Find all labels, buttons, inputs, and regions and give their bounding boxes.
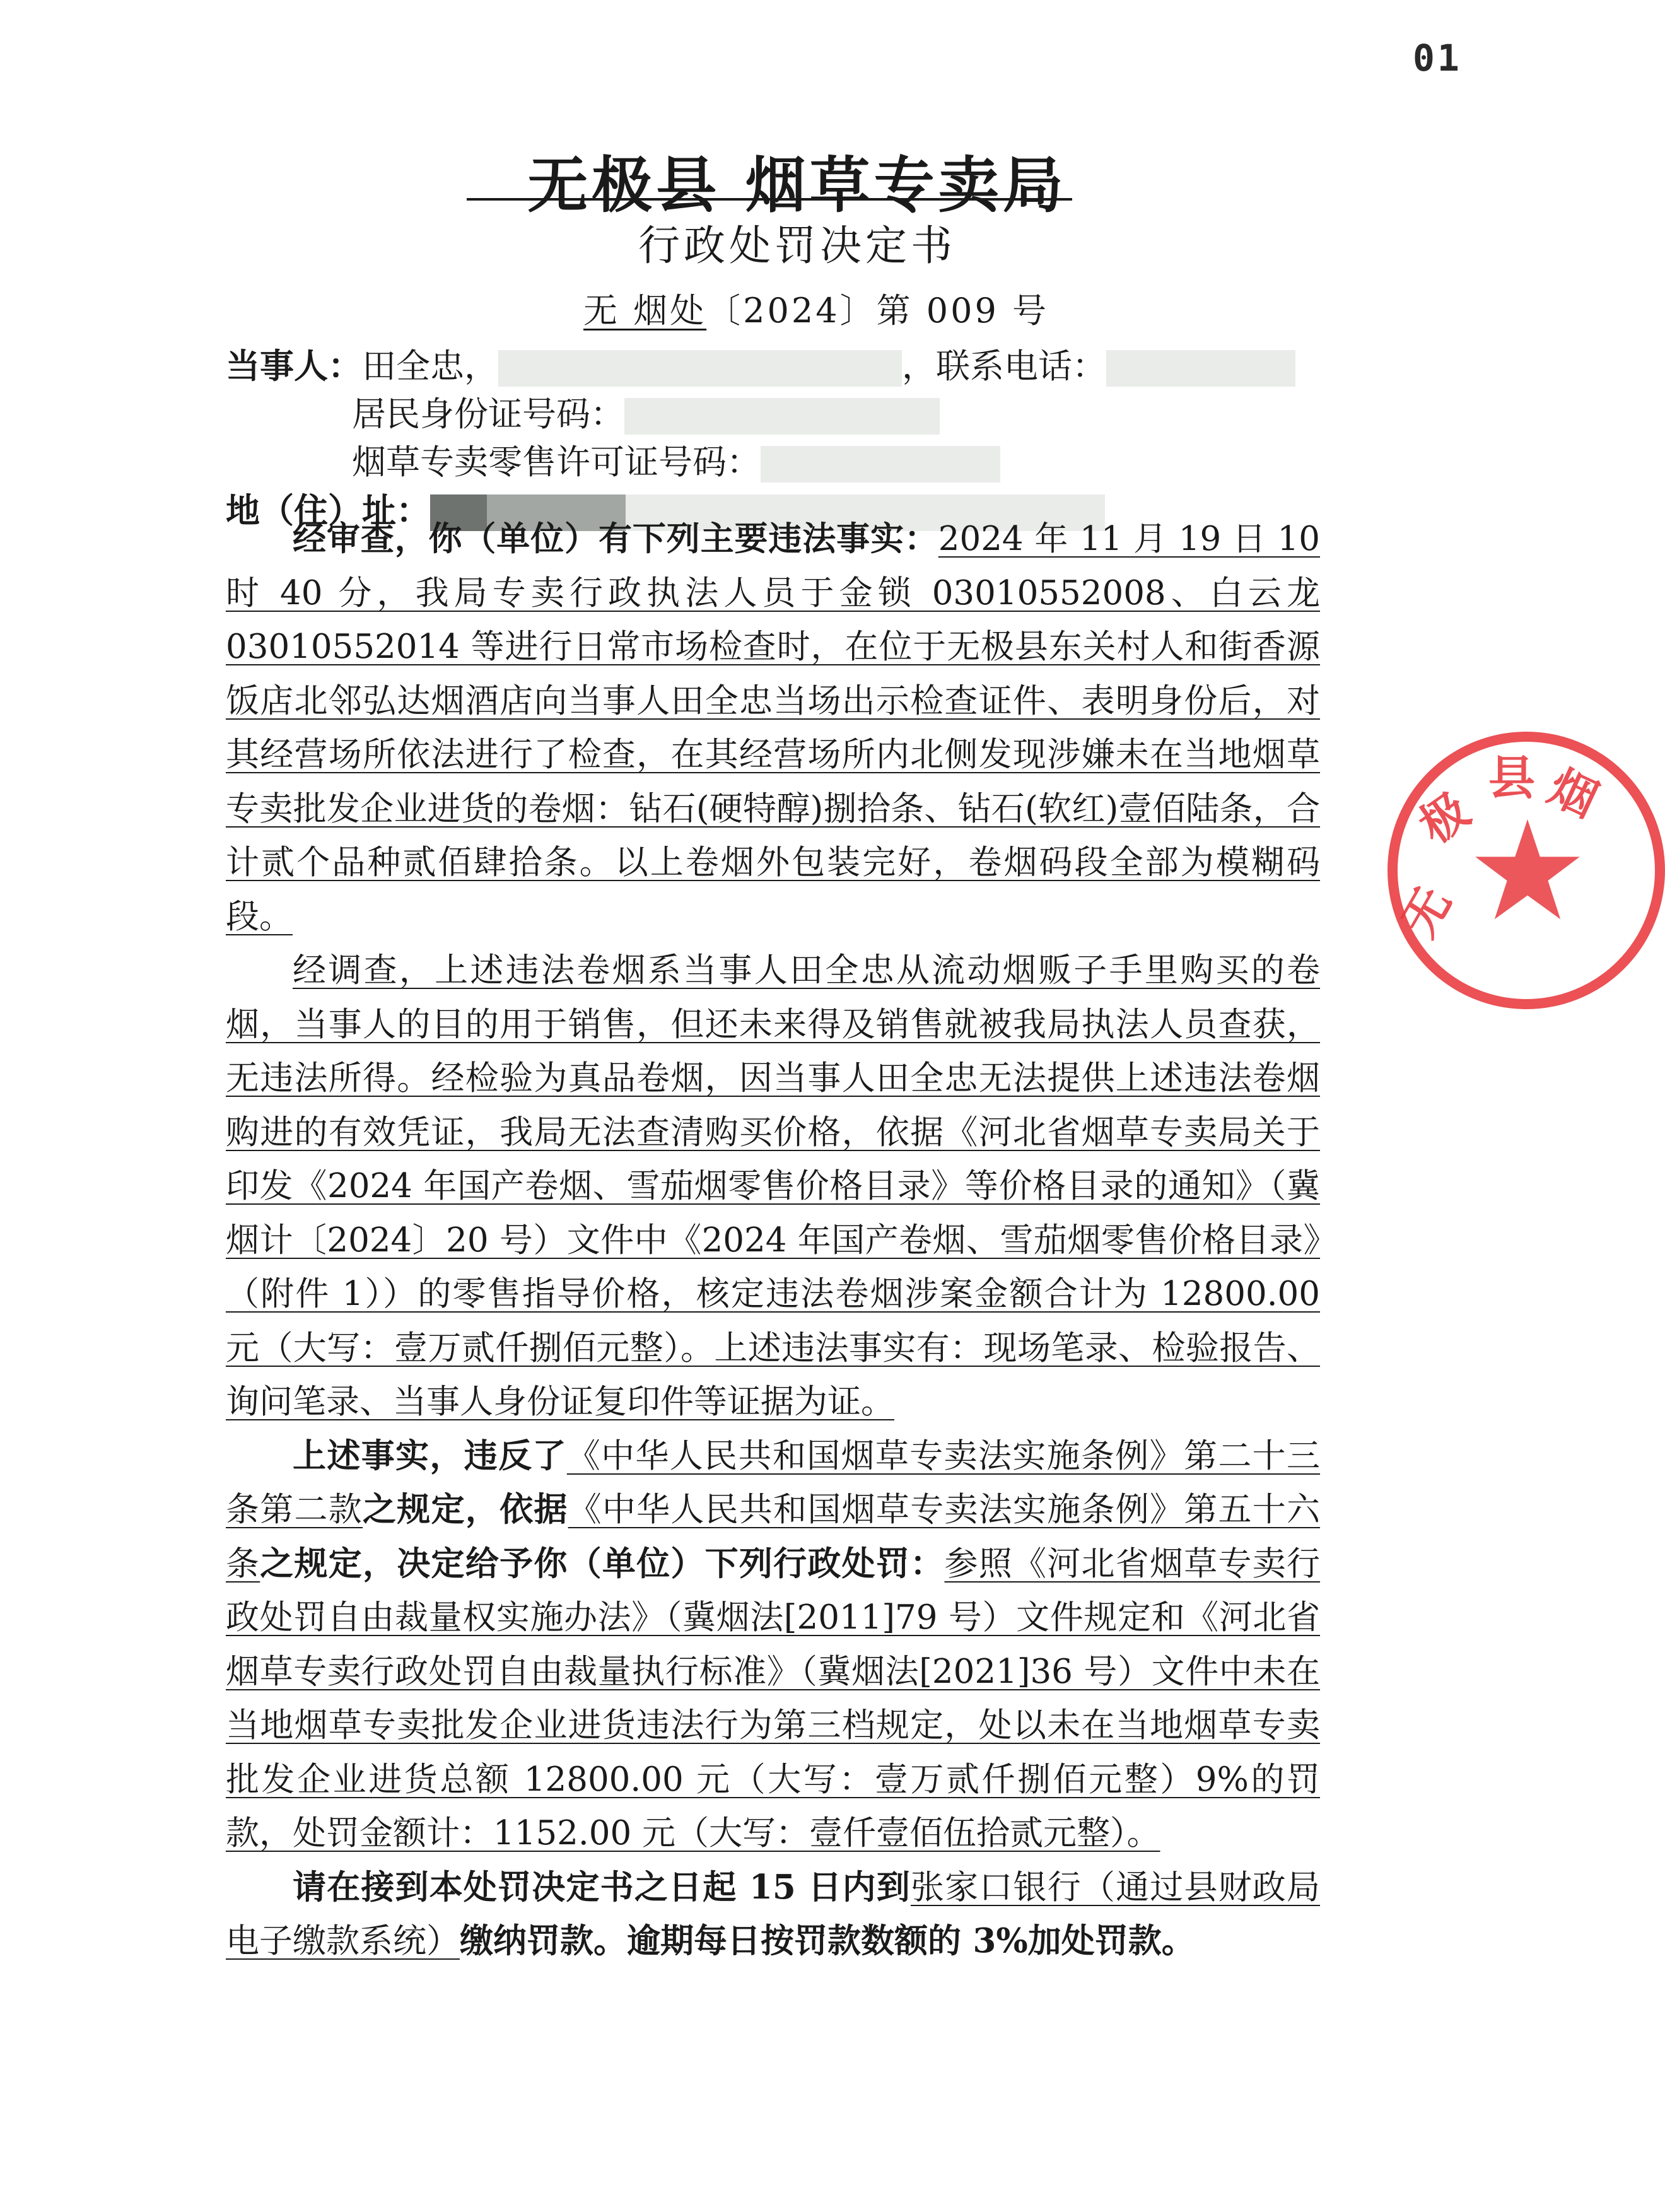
document-number-prefix: 无 烟处	[583, 291, 707, 331]
payment-part-a: 请在接到本处罚决定书之日起 15 日内到	[293, 1867, 911, 1907]
party-phone-label: ，联系电话：	[902, 346, 1106, 386]
party-name-label: 当事人：	[226, 346, 362, 386]
decision-body	[226, 512, 1320, 1969]
page-number: 01	[1413, 37, 1462, 79]
facts-lead: 经审查，你（单位）有下列主要违法事实：	[293, 519, 938, 558]
seal-char: 县	[1488, 751, 1535, 805]
redacted-block	[1106, 350, 1295, 387]
facts-body: 2024 年 11 月 19 日 10 时 40 分，我局专卖行政执法人员于金锁 03010552008、白云龙 03010552014 等进行日常市场检查时，在位于无极县东关村人和街香源饭店北邻弘达烟酒店向当事人田全忠当场出示检查证件、表明身份后，对其经营场所依法进行了检查，在其经营场所内北侧发现涉嫌未在当地烟草专卖批发企业进货的卷烟：钻石(硬特醇)捌拾条、钻石(软红)壹佰陆条，合计贰个品种贰佰肆拾条。以上卷烟外包装完好，卷烟码段全部为模糊码段。	[226, 520, 1320, 936]
seal-char: 无	[1391, 878, 1462, 946]
seal-char: 极	[1410, 783, 1480, 855]
payment-part-c: 缴纳罚款。逾期每日按罚款数额的 3%加处罚款。	[460, 1921, 1195, 1960]
redacted-block	[761, 446, 1000, 483]
party-address-label: 地（住）址：	[226, 490, 430, 530]
redacted-block	[498, 350, 902, 387]
document-subtitle: 行政处罚决定书	[638, 221, 956, 270]
title-underline	[467, 198, 1072, 201]
document-number-rest: 〔2024〕第 009 号	[706, 291, 1049, 331]
payment-part-b: 张家口银行（通过县财政局电子缴款系统）	[226, 1868, 1320, 1960]
party-id-line	[226, 390, 1295, 438]
penalty-part-a: 上述事实，违反了	[293, 1436, 567, 1475]
party-name-line	[226, 342, 1295, 390]
redacted-block	[624, 398, 940, 435]
seal-char: 烟	[1540, 759, 1606, 829]
party-id-label: 居民身份证号码：	[352, 394, 624, 434]
party-name-value: 田全忠，	[362, 346, 498, 386]
paragraph-investigation	[226, 944, 1320, 1429]
penalty-part-d: 《中华人民共和国烟草专卖法实施条例》第五十六条	[226, 1490, 1321, 1583]
paragraph-facts	[226, 512, 1320, 944]
party-license-line	[226, 438, 1295, 486]
penalty-part-f: 参照《河北省烟草专卖行政处罚自由裁量权实施办法》（冀烟法[2011]79 号）文件规定和《河北省烟草专卖行政处罚自由裁量执行标准》（冀烟法[2021]36 号）文件中未在当地烟草专卖批发企业进货违法行为第三档规定，处以未在当地烟草专卖批发企业进货总额 12800.00 元（大写：壹万贰仟捌佰元整）9%的罚款，处罚金额计：1152.00 元（大写：壹仟壹佰伍拾贰元整）。	[226, 1544, 1321, 1852]
penalty-part-b: 《中华人民共和国烟草专卖法实施条例》第二十三条第二款	[226, 1436, 1321, 1529]
paragraph-penalty	[226, 1429, 1320, 1861]
penalty-part-c: 之规定，依据	[363, 1490, 568, 1529]
party-info	[226, 342, 1295, 535]
paragraph-payment	[226, 1861, 1320, 1969]
document-title	[0, 138, 1594, 224]
seal-star-icon	[1471, 814, 1584, 927]
party-license-label: 烟草专卖零售许可证号码：	[352, 442, 761, 482]
penalty-part-e: 之规定，决定给予你（单位）下列行政处罚：	[260, 1543, 945, 1583]
investigation-body: 经调查，上述违法卷烟系当事人田全忠从流动烟贩子手里购买的卷烟，当事人的目的用于销售，但还未来得及销售就被我局执法人员查获，无违法所得。经检验为真品卷烟，因当事人田全忠无法提供上述违法卷烟购进的有效凭证，我局无法查清购买价格，依据《河北省烟草专卖局关于印发《2024 年国产卷烟、雪茄烟零售价格目录》等价格目录的通知》（冀烟计〔2024〕20 号）文件中《2024 年国产卷烟、雪茄烟零售价格目录》（附件 1））的零售指导价格，核定违法卷烟涉案金额合计为 12800.00 元（大写：壹万贰仟捌佰元整）。上述违法事实有：现场笔录、检验报告、询问笔录、当事人身份证复印件等证据为证。	[226, 951, 1320, 1421]
title-text: 无极县 烟草专卖局	[527, 149, 1067, 221]
document-number	[0, 284, 1594, 332]
